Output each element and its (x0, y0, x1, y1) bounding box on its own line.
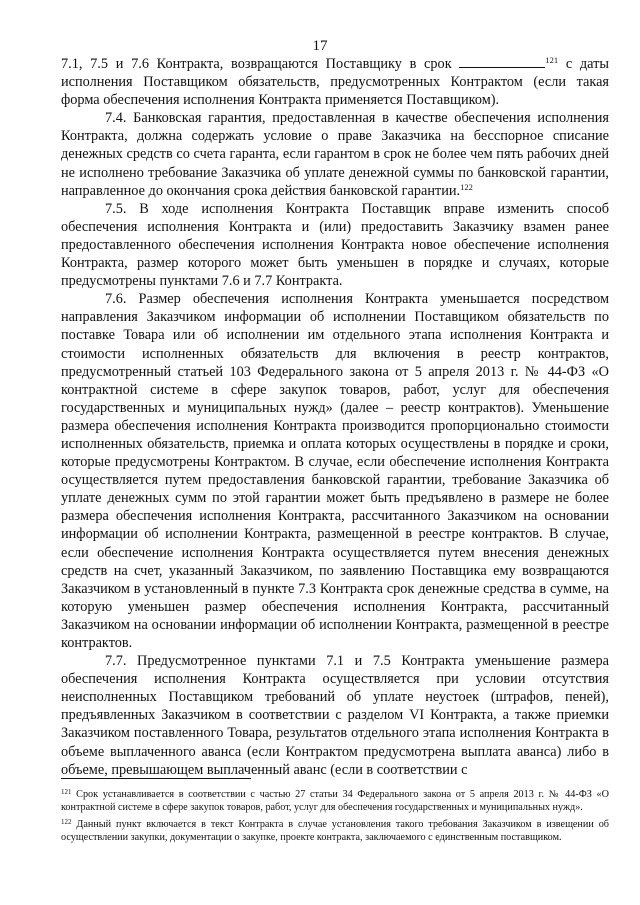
footnote-text: Срок устанавливается в соответствии с частью 27 статьи 34 Федерального закона от 5 апреля 2013 г. № 44-ФЗ «О контрактной системе в сфере закупок товаров, работ, услуг для обеспечения государственных и муниципальных нужд». (61, 789, 609, 813)
paragraph-7-4 (61, 109, 609, 199)
paragraph-text: 7.6. Размер обеспечения исполнения Контракта уменьшается посредством направления Заказчиком информации об исполнении Поставщиком обязательств по поставке Товара или об исполнении им отдельного этапа исполнения Контракта и стоимости исполненных обязательств для включения в реестр контрактов, предусмотренный статьей 103 Федерального закона от 5 апреля 2013 г. № 44-ФЗ «О контрактной системе в сфере закупок товаров, работ, услуг для обеспечения государственных и муниципальных нужд» (далее – реестр контрактов). Уменьшение размера обеспечения исполнения Контракта производится пропорционально стоимости исполненных обязательств, приемка и оплата которых осуществлены в порядке и сроки, которые предусмотрены Контрактом. В случае, если обеспечение исполнения Контракта осуществляется путем предоставления банковской гарантии, требование Заказчика об уплате денежных сумм по этой гарантии может быть предъявлено в размере не более размера обеспечения исполнения Контракта, рассчитанного Заказчиком на основании информации об исполнении Контракта, размещенной в реестре контрактов. В случае, если обеспечение исполнения Контракта осуществляется путем внесения денежных средств на счет, указанный Заказчиком, по заявлению Поставщика ему возвращаются Заказчиком в установленный в пункте 7.3 Контракта срок денежные средства в сумме, на которую уменьшен размер обеспечения исполнения Контракта, рассчитанный Заказчиком на основании информации об исполнении Контракта, размещенной в реестре контрактов. (61, 291, 609, 651)
footnote-122 (61, 818, 609, 844)
footnote-ref-122: 122 (460, 181, 473, 192)
footnote-separator (61, 778, 251, 779)
footnote-text: Данный пункт включается в текст Контракта в случае установления такого требования Заказчиком в извещении об осуществлении закупки, документации о закупке, проекте контракта, заключаемого с единственным поставщиком. (61, 819, 609, 843)
paragraph-7-7 (61, 652, 609, 779)
paragraph-7-6 (61, 290, 609, 652)
footnote-ref-121: 121 (545, 55, 559, 65)
paragraph-text: 7.1, 7.5 и 7.6 Контракта, возвращаются Поставщику в срок (61, 56, 460, 72)
paragraph-text: 7.4. Банковская гарантия, предоставленная в качестве обеспечения исполнения Контракта, должна содержать условие о праве Заказчика на бесспорное списание денежных средств со счета гаранта, если гарантом в срок не более чем пять рабочих дней не исполнено требование Заказчика об уплате денежной суммы по банковской гарантии, направленное до окончания срока действия банковской гарантии. (61, 110, 609, 199)
footnotes (61, 788, 609, 848)
page-number: 17 (312, 38, 328, 54)
paragraph-7-5 (61, 200, 609, 290)
document-body (61, 55, 609, 779)
footnote-121 (61, 788, 609, 814)
paragraph-text: 7.5. В ходе исполнения Контракта Поставщик вправе изменить способ обеспечения исполнения Контракта и (или) предоставить Заказчику взамен ранее предоставленного обеспечения исполнения Контракта новое обеспечение исполнения Контракта, размер которого может быть уменьшен в порядке и случаях, которые предусмотрены пунктами 7.6 и 7.7 Контракта. (61, 200, 609, 290)
footnote-number: 122 (61, 818, 72, 826)
footnote-number: 121 (61, 788, 72, 796)
blank-term-field (459, 66, 545, 68)
paragraph-text: 7.7. Предусмотренное пунктами 7.1 и 7.5 Контракта уменьшение размера обеспечения исполнения Контракта осуществляется при условии отсутствия неисполненных Поставщиком требований об уплате неустоек (штрафов, пеней), предъявленных Заказчиком в соответствии с разделом VI Контракта, а также приемки Заказчиком поставленного Товара, результатов отдельного этапа исполнения Контракта в объеме выплаченного аванса (если Контрактом предусмотрена выплата аванса) либо в объеме, превышающем выплаченный аванс (если в соответствии с (61, 653, 609, 778)
paragraph-text: с даты исполнения Поставщиком обязательств, предусмотренных Контрактом (если такая форма обеспечения исполнения Контракта применяется Поставщиком). (61, 56, 609, 109)
paragraph-7-3-continuation (61, 55, 609, 109)
